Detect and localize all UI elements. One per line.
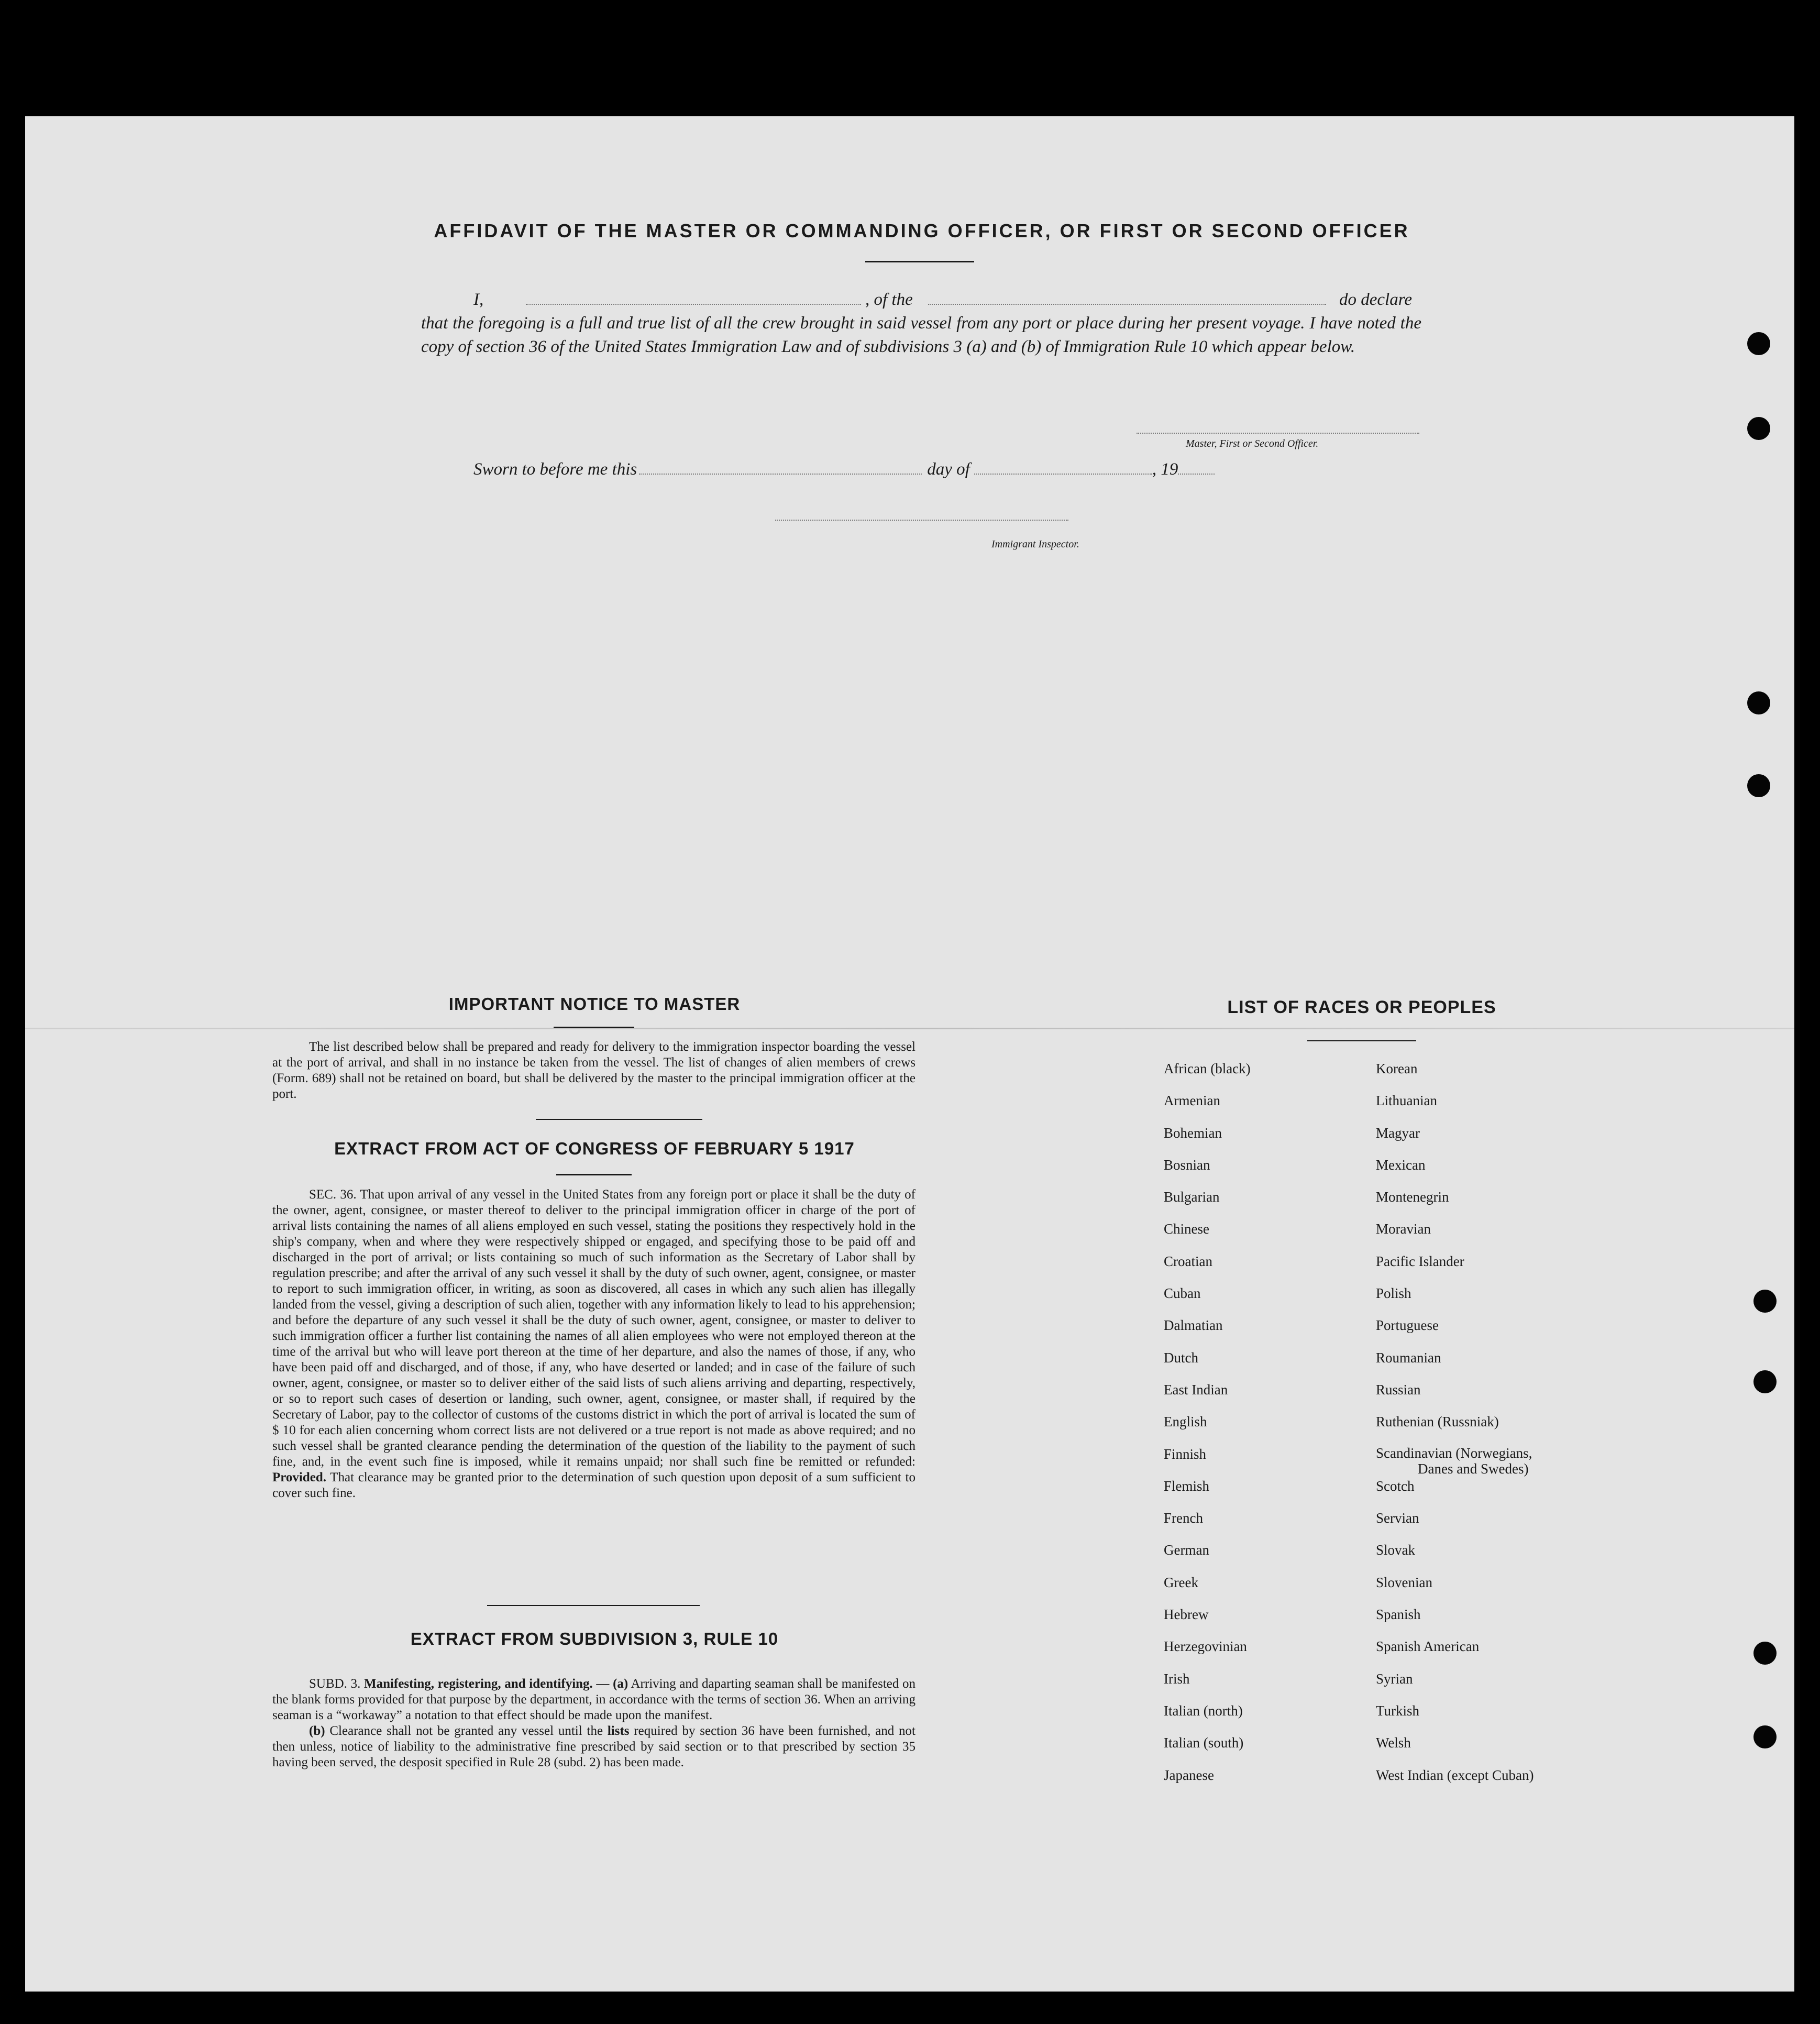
rule-para-a: SUBD. 3. Manifesting, registering, and identifying. — (a) Arriving and daparting seaman shall be manifested on the blank forms provided for that purpose by the department, in accordance with the terms of section 36. When an arriving seaman is a “workaway” a notation to that effect should be made upon the manifest. bbox=[272, 1677, 916, 1722]
sworn-year-field[interactable] bbox=[1178, 474, 1215, 475]
inspector-signature-line[interactable] bbox=[775, 520, 1068, 521]
race-item: Armenian bbox=[1164, 1093, 1220, 1109]
affidavit-do-declare-label: do declare bbox=[1339, 290, 1412, 309]
notice-title: IMPORTANT NOTICE TO MASTER bbox=[448, 994, 741, 1014]
punch-hole bbox=[1747, 417, 1770, 440]
rule-body bbox=[272, 1676, 915, 1770]
race-item: Bulgarian bbox=[1164, 1189, 1220, 1205]
race-item: Bohemian bbox=[1164, 1125, 1222, 1141]
affidavit-declaration bbox=[421, 288, 1421, 359]
races-title: LIST OF RACES OR PEOPLES bbox=[1227, 997, 1496, 1017]
race-item: Japanese bbox=[1164, 1767, 1214, 1783]
race-item: Slovenian bbox=[1376, 1574, 1432, 1590]
race-item: Polish bbox=[1376, 1285, 1411, 1302]
race-item: Italian (north) bbox=[1164, 1702, 1243, 1719]
race-item: West Indian (except Cuban) bbox=[1376, 1767, 1534, 1783]
inspector-label: Immigrant Inspector. bbox=[991, 538, 1079, 550]
race-item: Montenegrin bbox=[1376, 1189, 1449, 1205]
rule-title: EXTRACT FROM SUBDIVISION 3, RULE 10 bbox=[410, 1629, 779, 1648]
act-body-end: That clearance may be granted prior to the determination of such question upon deposit of a sum sufficient to cover such fine. bbox=[272, 1470, 915, 1500]
race-item: Hebrew bbox=[1164, 1607, 1209, 1623]
race-item: Magyar bbox=[1376, 1125, 1420, 1141]
section-divider bbox=[536, 1119, 702, 1120]
punch-hole bbox=[1747, 691, 1770, 714]
act-body bbox=[272, 1187, 915, 1501]
rule-a-heading: Manifesting, registering, and identifying. — (a) bbox=[363, 1677, 628, 1691]
sworn-label: Sworn to before me this bbox=[473, 460, 637, 479]
race-item: Korean bbox=[1376, 1061, 1418, 1076]
race-item: French bbox=[1164, 1510, 1203, 1526]
notice-body: The list described below shall be prepared and ready for delivery to the immigration inspector boarding the vessel at the port of arrival, and shall in no instance be taken from the vessel. The list of changes of alien members of crews (Form. 689) shall not be retained on board, but shall be delivered by the master to the principal immigration officer at the port. bbox=[272, 1040, 915, 1101]
affidavit-title-rule bbox=[865, 261, 974, 262]
race-item: Servian bbox=[1376, 1510, 1419, 1526]
race-item: Dutch bbox=[1164, 1349, 1198, 1366]
race-item: Irish bbox=[1164, 1670, 1190, 1687]
notice-title-rule bbox=[554, 1027, 634, 1028]
race-item: Roumanian bbox=[1376, 1349, 1441, 1366]
race-item: Slovak bbox=[1376, 1542, 1416, 1558]
name-field[interactable] bbox=[526, 304, 861, 305]
race-item: Portuguese bbox=[1376, 1317, 1439, 1334]
act-title: EXTRACT FROM ACT OF CONGRESS OF FEBRUARY 5 1917 bbox=[334, 1139, 855, 1158]
race-item: Pacific Islander bbox=[1376, 1253, 1464, 1269]
race-item: Scandinavian (Norwegians, bbox=[1376, 1445, 1532, 1461]
race-item: Moravian bbox=[1376, 1221, 1431, 1237]
provided-bold: Provided. bbox=[272, 1470, 327, 1484]
act-body-main: SEC. 36. That upon arrival of any vessel in the United States from any foreign port or place it shall be the duty of the owner, agent, consignee, or master thereof to deliver to the principal immigration officer in charge of the port of arrival lists containing the names of all aliens employed en such vessel, stating the positions they respectively hold in the ship's company, when and where they were respectively shipped or engaged, and specifying those to be paid off and discharged in the port of arrival; or lists containing so much of such information as the Secretary of Labor shall by regulation prescribe; and after the arrival of any such vessel it shall by the duty of such owner, agent, consignee, or master to report to such immigration officer, in writing, as soon as discovered, all cases in which any such alien has illegally landed from the vessel, giving a description of such alien, together with any information likely to lead to his apprehension; and before the departure of any such vessel it shall be the duty of such owner, agent, consignee, or master to deliver to such immigration officer a further list containing the names of all alien employees who were not employed thereon at the time of the arrival but who will leave port thereon at the time of her departure, and also the names of those, if any, who have been paid off and discharged, and of those, if any, who have deserted or landed; and in case of the failure of such owner, agent, consignee, or master so to deliver either of the said lists of such aliens arriving and departing, respectively, or so to report such cases of desertion or landing, such owner, agent, consignee, or master shall, if required by the Secretary of Labor, pay to the collector of customs of the customs district in which the port of arrival is located the sum of $ 10 for each alien concerning whom correct lists are not delivered or a true report is not made as above required; and no such vessel shall be granted clearance pending the determination of the question of the liability to the payment of such fine, and, in the event such fine is imposed, while it remains unpaid; nor shall such fine be remitted or refunded: bbox=[272, 1187, 915, 1469]
race-item: Dalmatian bbox=[1164, 1317, 1223, 1334]
race-item: Russian bbox=[1376, 1381, 1421, 1398]
races-column-1 bbox=[1164, 1061, 1251, 1799]
race-item: German bbox=[1164, 1542, 1209, 1558]
race-item: English bbox=[1164, 1414, 1207, 1430]
vessel-field[interactable] bbox=[928, 304, 1326, 305]
race-item: African (black) bbox=[1164, 1061, 1251, 1076]
race-item: Lithuanian bbox=[1376, 1093, 1437, 1109]
rule-b-label: (b) bbox=[309, 1724, 325, 1738]
day-of-label: day of bbox=[927, 460, 970, 479]
race-item: Greek bbox=[1164, 1574, 1198, 1590]
races-column-2 bbox=[1376, 1061, 1534, 1799]
race-item: Chinese bbox=[1164, 1221, 1209, 1237]
race-item: Italian (south) bbox=[1164, 1735, 1244, 1751]
race-item: Spanish American bbox=[1376, 1638, 1480, 1655]
race-item: Croatian bbox=[1164, 1253, 1212, 1269]
affidavit-i-label: I, bbox=[473, 290, 484, 309]
punch-hole bbox=[1753, 1370, 1777, 1393]
races-title-rule bbox=[1307, 1040, 1416, 1041]
race-item: Bosnian bbox=[1164, 1157, 1210, 1173]
section-divider bbox=[487, 1605, 700, 1606]
master-signature-label: Master, First or Second Officer. bbox=[1186, 438, 1319, 449]
master-signature-line[interactable] bbox=[1137, 433, 1419, 434]
act-title-rule bbox=[556, 1174, 632, 1175]
race-item: Danes and Swedes) bbox=[1418, 1460, 1529, 1477]
year-prefix-label: , 19 bbox=[1152, 460, 1178, 479]
sworn-month-field[interactable] bbox=[974, 474, 1152, 475]
punch-hole bbox=[1753, 1290, 1777, 1313]
rule-para-b: (b) Clearance shall not be granted any vessel until the lists required by section 36 have been furnished, and not then unless, notice of liability to the administrative fine prescribed by said section or to that prescribed by section 35 having been served, the desposit specified in Rule 28 (subd. 2) has been made. bbox=[272, 1724, 916, 1769]
sworn-day-field[interactable] bbox=[639, 474, 922, 475]
punch-hole bbox=[1753, 1642, 1777, 1665]
punch-hole bbox=[1747, 332, 1770, 355]
fold-line bbox=[25, 1028, 1794, 1029]
race-item: Spanish bbox=[1376, 1607, 1421, 1623]
affidavit-declaration-text: that the foregoing is a full and true list of all the crew brought in said vessel from any port or place during her present voyage. I have noted the copy of section 36 of the United States Immigration Law and of subdivisions 3 (a) and (b) of Immigration Rule 10 which appear below. bbox=[421, 314, 1421, 356]
race-item: Scotch bbox=[1376, 1478, 1415, 1494]
affidavit-title: AFFIDAVIT OF THE MASTER OR COMMANDING OFFICER, OR FIRST OR SECOND OFFICER bbox=[434, 220, 1410, 241]
race-item: Herzegovinian bbox=[1164, 1638, 1247, 1655]
race-item: Welsh bbox=[1376, 1735, 1411, 1751]
punch-hole bbox=[1753, 1725, 1777, 1748]
affidavit-of-the-label: , of the bbox=[865, 290, 913, 309]
race-item: Mexican bbox=[1376, 1157, 1426, 1173]
rule-b-lists: lists bbox=[607, 1724, 630, 1738]
race-item: East Indian bbox=[1164, 1381, 1228, 1398]
race-item: Cuban bbox=[1164, 1285, 1201, 1302]
race-item: Turkish bbox=[1376, 1702, 1420, 1719]
race-item: Syrian bbox=[1376, 1670, 1413, 1687]
punch-hole bbox=[1747, 774, 1770, 797]
race-item: Flemish bbox=[1164, 1478, 1210, 1494]
race-item: Finnish bbox=[1164, 1446, 1207, 1462]
sworn-line bbox=[473, 460, 1215, 479]
race-item: Ruthenian (Russniak) bbox=[1376, 1414, 1499, 1430]
